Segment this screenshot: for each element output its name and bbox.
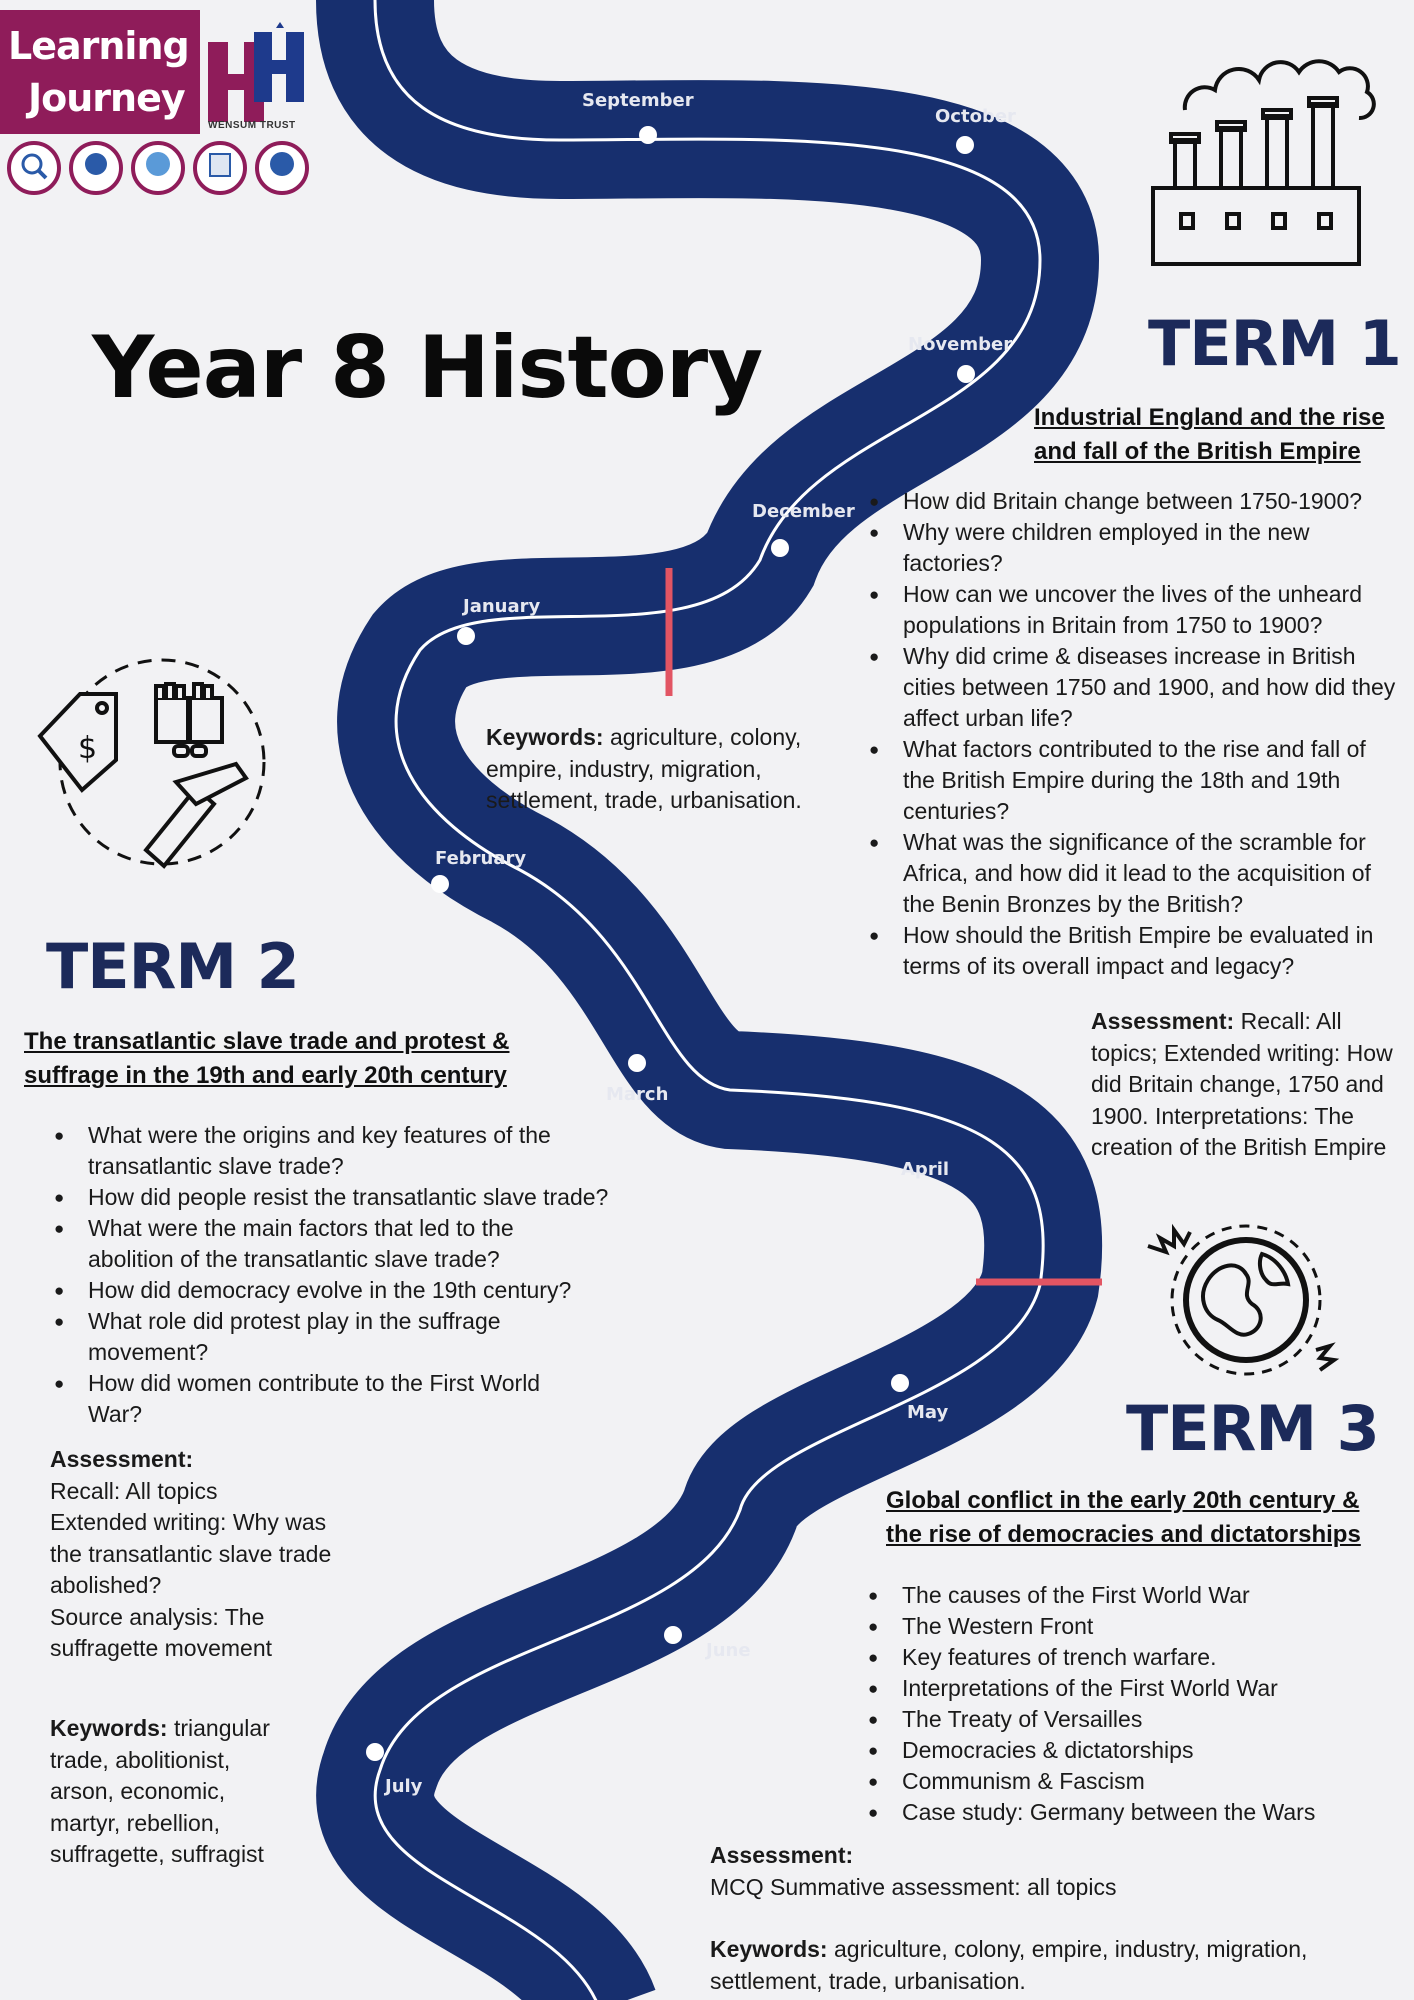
- term3-question: ● Interpretations of the First World War: [866, 1673, 1366, 1704]
- month-dot: [891, 1374, 909, 1392]
- logo-line-1: Learning: [8, 24, 189, 68]
- factory-icon: [1145, 50, 1395, 272]
- term3-question: ● Communism & Fascism: [866, 1766, 1366, 1797]
- term2-assessment-line: abolished?: [50, 1572, 162, 1598]
- month-label-may: May: [907, 1402, 949, 1423]
- svg-text:$: $: [78, 731, 98, 766]
- month-dot: [639, 126, 657, 144]
- term1-assessment: [1091, 1006, 1406, 1164]
- month-dot: [957, 365, 975, 383]
- term1-keywords-text: agriculture, colony, empire, industry, migration, settlement, trade, urbanisation.: [486, 724, 802, 813]
- term1-heading: [1034, 401, 1385, 469]
- month-dot: [628, 1054, 646, 1072]
- logo-line-2: Journey: [28, 76, 185, 120]
- term3-label: TERM 3: [1126, 1392, 1379, 1465]
- term1-question: ● How did Britain change between 1750-1900?: [867, 486, 1402, 517]
- globe-conflict-icon: [1146, 1210, 1342, 1382]
- month-dot: [366, 1743, 384, 1761]
- term2-question: ● What were the origins and key features of the transatlantic slave trade?: [52, 1120, 642, 1182]
- month-label-november: November: [908, 334, 1013, 355]
- term1-question: ● What factors contributed to the rise and fall of the British Empire during the 18th and 19th centuries?: [867, 734, 1402, 827]
- term3-assessment: [710, 1840, 1400, 1903]
- month-label-december: December: [752, 501, 855, 522]
- month-label-october: October: [935, 106, 1016, 127]
- term3-heading-line-2: the rise of democracies and dictatorships: [886, 1521, 1361, 1548]
- term2-assessment-label: Assessment:: [50, 1446, 194, 1472]
- term1-question: ● How can we uncover the lives of the unheard populations in Britain from 1750 to 1900?: [867, 579, 1402, 641]
- term3-heading: [886, 1484, 1361, 1552]
- term1-question: ● Why were children employed in the new factories?: [867, 517, 1402, 579]
- term1-assessment-label: Assessment:: [1091, 1008, 1235, 1034]
- term3-question: ● The Western Front: [866, 1611, 1366, 1642]
- magnifier-icon: [9, 143, 59, 193]
- month-dot: [664, 1626, 682, 1644]
- term2-assessment-line: Extended writing: Why was: [50, 1509, 327, 1535]
- term3-question: ● The causes of the First World War: [866, 1580, 1366, 1611]
- term3-question: ● Democracies & dictatorships: [866, 1735, 1366, 1766]
- term2-label: TERM 2: [46, 930, 299, 1003]
- term2-question: ● What role did protest play in the suffrage movement?: [52, 1306, 642, 1368]
- term2-question: ● What were the main factors that led to the abolition of the transatlantic slave trade?: [52, 1213, 642, 1275]
- month-label-june: June: [706, 1640, 751, 1661]
- wensum-trust-logo-icon: [208, 22, 304, 130]
- term2-question: ● How did people resist the transatlantic slave trade?: [52, 1182, 642, 1213]
- page-title: Year 8 History: [92, 318, 763, 418]
- term3-question-list: [866, 1580, 1366, 1828]
- month-dot: [771, 539, 789, 557]
- term1-question-list: [867, 486, 1402, 982]
- term3-assessment-text: MCQ Summative assessment: all topics: [710, 1873, 1117, 1900]
- term2-assessment: [50, 1444, 370, 1665]
- term2-assessment-line: Source analysis: The: [50, 1603, 265, 1630]
- term3-question: ● Case study: Germany between the Wars: [866, 1797, 1366, 1828]
- term2-assessment-line: Recall: All topics: [50, 1477, 218, 1504]
- term2-heading: [24, 1025, 509, 1093]
- month-label-april: April: [901, 1159, 950, 1180]
- learning-journey-logo: [0, 10, 200, 134]
- month-dot: [956, 136, 974, 154]
- month-label-february: February: [435, 848, 527, 869]
- term3-keywords: [710, 1934, 1390, 1997]
- term3-keywords-label: Keywords:: [710, 1936, 828, 1962]
- term2-question: ● How did women contribute to the First World War?: [52, 1368, 642, 1430]
- term1-keywords-label: Keywords:: [486, 724, 604, 750]
- term2-heading-line-2: suffrage in the 19th and early 20th century: [24, 1062, 507, 1089]
- term3-keywords-text: agriculture, colony, empire, industry, migration, settlement, trade, urbanisation.: [710, 1936, 1308, 1994]
- term1-keywords: [486, 722, 836, 817]
- term1-heading-line-2: and fall of the British Empire: [1034, 438, 1361, 465]
- month-dot: [457, 627, 475, 645]
- term1-heading-line-1: Industrial England and the rise: [1034, 404, 1385, 431]
- month-label-january: January: [463, 596, 541, 617]
- trust-name: WENSUM TRUST: [208, 120, 296, 131]
- term2-question-list: [52, 1120, 642, 1430]
- term3-heading-line-1: Global conflict in the early 20th century &: [886, 1487, 1360, 1514]
- month-label-september: September: [582, 90, 694, 111]
- term2-keywords: [50, 1713, 290, 1871]
- learning-values-badges: [4, 140, 314, 202]
- term1-label: TERM 1: [1148, 307, 1401, 380]
- term3-assessment-label: Assessment:: [710, 1842, 854, 1868]
- term3-question: ● The Treaty of Versailles: [866, 1704, 1366, 1735]
- term1-question: ● Why did crime & diseases increase in British cities between 1750 and 1900, and how did they affect urban life?: [867, 641, 1402, 734]
- term2-keywords-text: triangular trade, abolitionist, arson, economic, martyr, rebellion, suffragette, suffragist: [50, 1715, 270, 1867]
- term2-assessment-line: suffragette movement: [50, 1635, 273, 1661]
- month-label-july: July: [385, 1776, 423, 1797]
- month-label-march: March: [606, 1084, 669, 1105]
- term1-question: ● How should the British Empire be evaluated in terms of its overall impact and legacy?: [867, 920, 1402, 982]
- month-dot: [431, 875, 449, 893]
- trade-and-chains-icon: [36, 654, 280, 872]
- term2-keywords-label: Keywords:: [50, 1715, 168, 1741]
- term1-assessment-text: Recall: All topics; Extended writing: How did Britain change, 1750 and 1900. Interpretations: The creation of the British Empire: [1091, 1008, 1393, 1160]
- term2-assessment-line: the transatlantic slave trade: [50, 1540, 332, 1567]
- term2-heading-line-1: The transatlantic slave trade and protest &: [24, 1028, 510, 1055]
- term3-question: ● Key features of trench warfare.: [866, 1642, 1366, 1673]
- term2-question: ● How did democracy evolve in the 19th century?: [52, 1275, 642, 1306]
- term1-question: ● What was the significance of the scramble for Africa, and how did it lead to the acquisition of the Benin Bronzes by the British?: [867, 827, 1402, 920]
